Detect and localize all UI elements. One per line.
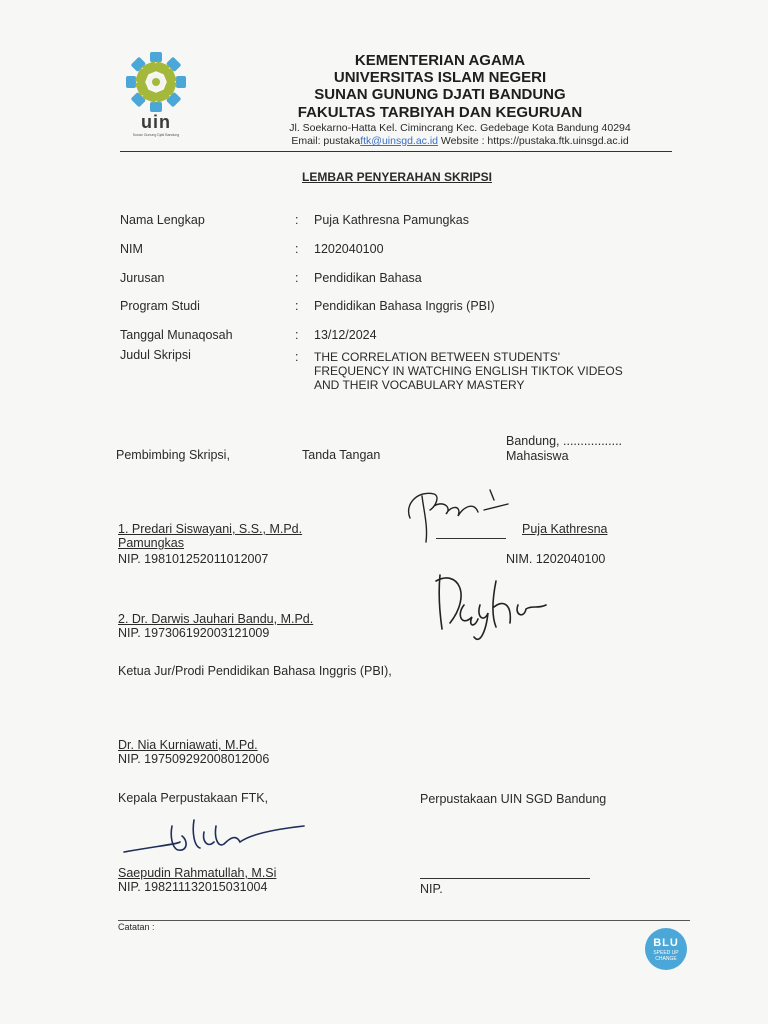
perpus-signature-line (420, 878, 590, 879)
kepala-label: Kepala Perpustakaan FTK, (118, 791, 269, 805)
header-address: Jl. Soekarno-Hatta Kel. Cimincrang Kec. Gedebage Kota Bandung 40294 (289, 122, 631, 134)
student-name: Puja Kathresna (522, 522, 608, 536)
student-nim: NIM. 1202040100 (506, 552, 606, 566)
colon: : (295, 213, 299, 227)
label-nama-lengkap: Nama Lengkap (120, 213, 205, 227)
header-university: UNIVERSITAS ISLAM NEGERI (333, 69, 547, 86)
label-judul-skripsi: Judul Skripsi (120, 348, 191, 362)
email-prefix: Email: pustaka (291, 135, 361, 147)
advisor1-name-cont: Pamungkas (118, 536, 185, 550)
colon: : (295, 328, 299, 342)
value-nim: 1202040100 (314, 242, 384, 256)
label-nim: NIM (120, 242, 143, 256)
header-divider (120, 151, 672, 152)
document-title: LEMBAR PENYERAHAN SKRIPSI (301, 170, 493, 184)
advisor2-name: 2. Dr. Darwis Jauhari Bandu, M.Pd. (118, 612, 314, 626)
label-tanggal-munaqosah: Tanggal Munaqosah (120, 328, 233, 342)
ketua-label: Ketua Jur/Prodi Pendidikan Bahasa Inggris (PBI), (118, 664, 392, 678)
value-tanggal-munaqosah: 13/12/2024 (314, 328, 377, 342)
value-judul-skripsi: THE CORRELATION BETWEEN STUDENTS' FREQUENCY IN WATCHING ENGLISH TIKTOK VIDEOS AND THEIR VOCABULARY MASTERY (314, 350, 623, 392)
header-campus: SUNAN GUNUNG DJATI BANDUNG (314, 86, 566, 103)
header-faculty: FAKULTAS TARBIYAH DAN KEGURUAN (297, 104, 583, 121)
header-contact (200, 135, 720, 147)
kepala-name: Saepudin Rahmatullah, M.Si (118, 866, 277, 880)
student-signature-line (436, 538, 506, 539)
label-program-studi: Program Studi (120, 299, 200, 313)
kepala-signature (118, 812, 314, 860)
advisor2-signature (428, 565, 558, 647)
colon: : (295, 271, 299, 285)
colon: : (295, 299, 299, 313)
blu-subtext: SPEED UP CHANGE (653, 950, 679, 962)
advisor2-nip: NIP. 197306192003121009 (118, 626, 270, 640)
perpus-nip: NIP. (420, 882, 443, 896)
perpus-label: Perpustakaan UIN SGD Bandung (420, 792, 607, 806)
value-jurusan: Pendidikan Bahasa (314, 271, 422, 285)
advisor1-nip: NIP. 198101252011012007 (118, 552, 269, 566)
ketua-nip: NIP. 197509292008012006 (118, 752, 270, 766)
colon: : (295, 350, 299, 364)
mahasiswa-label: Mahasiswa (506, 449, 569, 463)
value-program-studi: Pendidikan Bahasa Inggris (PBI) (314, 299, 495, 313)
email-link[interactable]: ftk@uinsgd.ac.id (360, 135, 438, 147)
kepala-nip: NIP. 198211132015031004 (118, 880, 268, 894)
tanda-tangan-label: Tanda Tangan (302, 448, 381, 462)
website-text: Website : https://pustaka.ftk.uinsgd.ac.id (438, 135, 629, 147)
logo-caption: Sunan Gunung Djati Bandung (132, 133, 180, 137)
ketua-name: Dr. Nia Kurniawati, M.Pd. (118, 738, 258, 752)
bandung-date: Bandung, ................. (506, 434, 623, 448)
value-nama-lengkap: Puja Kathresna Pamungkas (314, 213, 469, 227)
pembimbing-label: Pembimbing Skripsi, (116, 448, 230, 462)
logo-text: uin (141, 112, 171, 132)
label-jurusan: Jurusan (120, 271, 165, 285)
blu-badge (645, 928, 687, 970)
colon: : (295, 242, 299, 256)
catatan-label: Catatan : (118, 922, 155, 932)
header-ministry: KEMENTERIAN AGAMA (354, 52, 526, 69)
advisor1-name: 1. Predari Siswayani, S.S., M.Pd. (118, 522, 303, 536)
advisor1-signature (400, 482, 510, 544)
footer-divider (118, 920, 690, 921)
blu-text: BLU (653, 937, 679, 949)
